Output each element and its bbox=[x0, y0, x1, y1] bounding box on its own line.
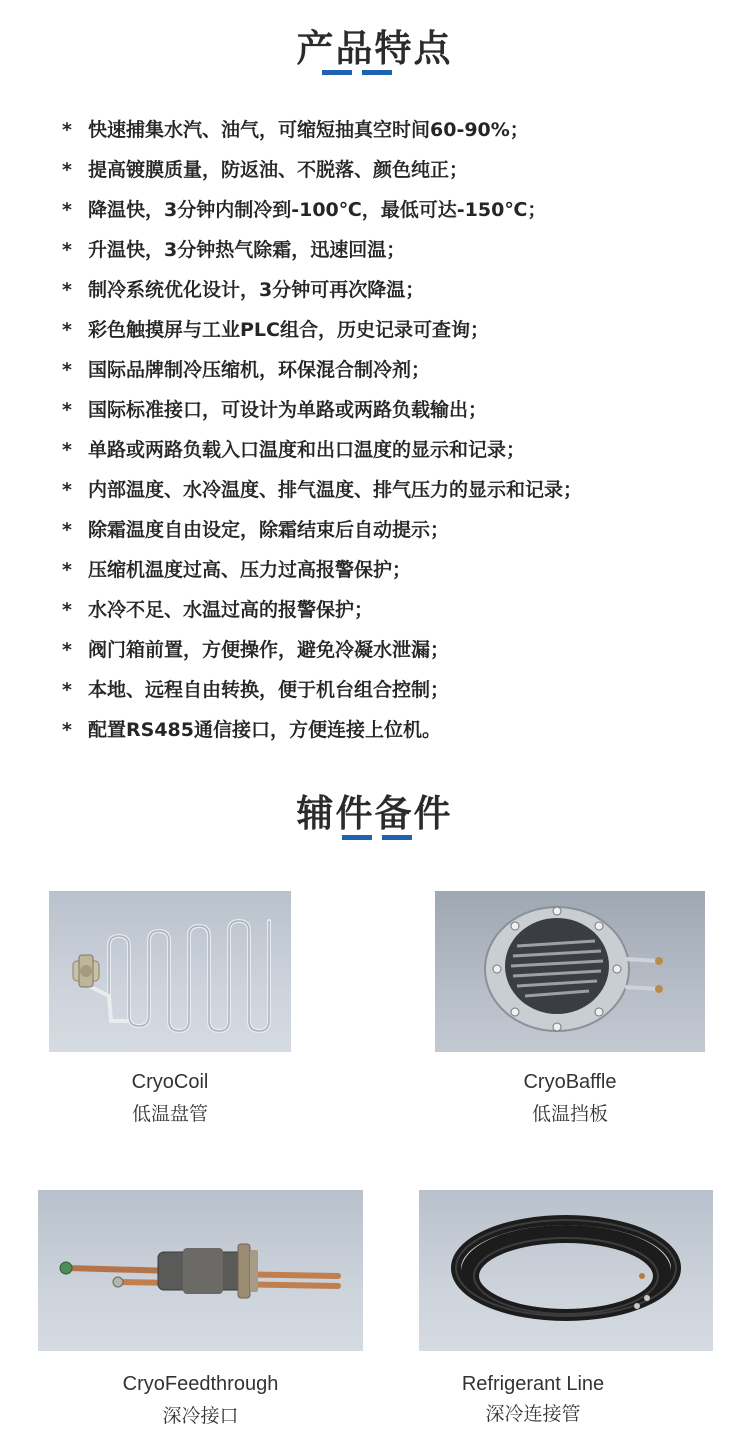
bullet-icon: * bbox=[62, 559, 72, 581]
feature-item: * 升温快，3分钟热气除霜，迅速回温； bbox=[62, 233, 582, 273]
bullet-icon: * bbox=[62, 239, 72, 261]
cryofeedthrough-photo bbox=[38, 1190, 363, 1351]
feature-item: * 除霜温度自由设定，除霜结束后自动提示； bbox=[62, 513, 582, 553]
accessories-title: 辅件备件 bbox=[296, 792, 453, 835]
cryocoil-photo bbox=[49, 891, 291, 1052]
title-underline-left bbox=[322, 70, 352, 75]
bullet-icon: * bbox=[62, 719, 72, 741]
bullet-icon: * bbox=[62, 679, 72, 701]
title-underline-right bbox=[362, 70, 392, 75]
feature-item: * 阀门箱前置，方便操作，避免冷凝水泄漏； bbox=[62, 633, 582, 673]
cryofeedthrough-name-en: CryoFeedthrough bbox=[122, 1373, 279, 1395]
bullet-icon: * bbox=[62, 519, 72, 541]
cryocoil-name-en: CryoCoil bbox=[131, 1071, 209, 1093]
bullet-icon: * bbox=[62, 319, 72, 341]
bullet-icon: * bbox=[62, 199, 72, 221]
bullet-icon: * bbox=[62, 399, 72, 421]
cryobaffle-name-zh: 低温挡板 bbox=[531, 1103, 608, 1125]
bullet-icon: * bbox=[62, 599, 72, 621]
feature-item: * 提高镀膜质量，防返油、不脱落、颜色纯正； bbox=[62, 153, 582, 193]
feature-item: * 降温快，3分钟内制冷到-100℃，最低可达-150℃； bbox=[62, 193, 582, 233]
refrigerant-line-name-zh: 深冷连接管 bbox=[485, 1403, 581, 1425]
cryofeedthrough-name-zh: 深冷接口 bbox=[162, 1405, 239, 1427]
refrigerant-line-photo bbox=[419, 1190, 713, 1351]
feature-item: * 内部温度、水冷温度、排气温度、排气压力的显示和记录； bbox=[62, 473, 582, 513]
bullet-icon: * bbox=[62, 119, 72, 141]
bullet-icon: * bbox=[62, 359, 72, 381]
feature-item: * 国际标准接口，可设计为单路或两路负载输出； bbox=[62, 393, 582, 433]
features-title: 产品特点 bbox=[296, 27, 453, 70]
bullet-icon: * bbox=[62, 639, 72, 661]
feature-item: * 国际品牌制冷压缩机，环保混合制冷剂； bbox=[62, 353, 582, 393]
refrigerant-line-name-en: Refrigerant Line bbox=[461, 1373, 605, 1395]
feature-item: * 快速捕集水汽、油气，可缩短抽真空时间60-90%； bbox=[62, 113, 582, 153]
title-underline-right bbox=[382, 835, 412, 840]
feature-item: * 单路或两路负载入口温度和出口温度的显示和记录； bbox=[62, 433, 582, 473]
cryocoil-name-zh: 低温盘管 bbox=[131, 1103, 208, 1125]
feature-list bbox=[62, 113, 582, 753]
feature-item: * 制冷系统优化设计，3分钟可再次降温； bbox=[62, 273, 582, 313]
bullet-icon: * bbox=[62, 479, 72, 501]
feature-item: * 本地、远程自由转换，便于机台组合控制； bbox=[62, 673, 582, 713]
feature-item: * 水冷不足、水温过高的报警保护； bbox=[62, 593, 582, 633]
bullet-icon: * bbox=[62, 439, 72, 461]
cryobaffle-photo bbox=[435, 891, 705, 1052]
title-underline-left bbox=[342, 835, 372, 840]
bullet-icon: * bbox=[62, 279, 72, 301]
cryobaffle-name-en: CryoBaffle bbox=[523, 1071, 617, 1093]
feature-item: * 压缩机温度过高、压力过高报警保护； bbox=[62, 553, 582, 593]
bullet-icon: * bbox=[62, 159, 72, 181]
feature-item: * 彩色触摸屏与工业PLC组合，历史记录可查询； bbox=[62, 313, 582, 353]
feature-item: * 配置RS485通信接口，方便连接上位机。 bbox=[62, 713, 582, 753]
